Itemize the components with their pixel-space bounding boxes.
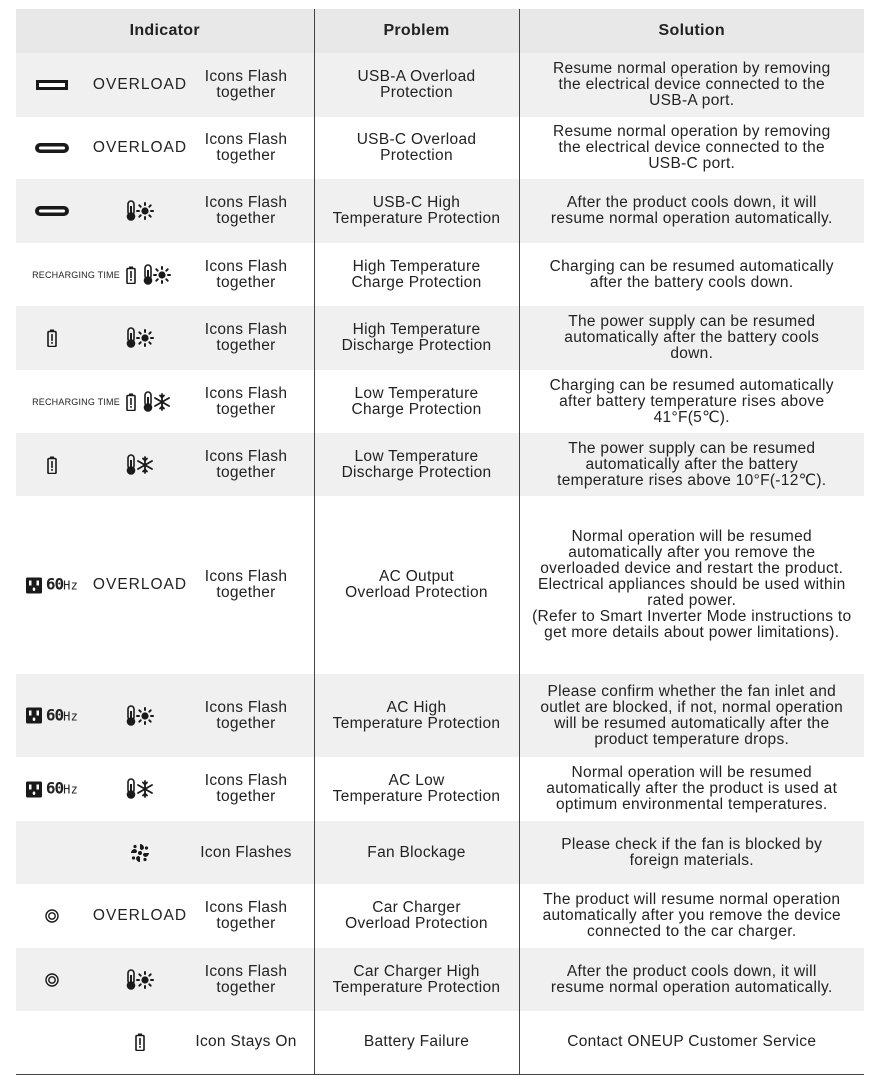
indicator-cell (16, 243, 314, 306)
problem-cell (314, 117, 519, 179)
problem-line: USB-C Overload (356, 131, 477, 148)
troubleshooting-table (16, 9, 864, 1075)
solution-cell (519, 117, 864, 179)
frequency-unit: Hz (63, 782, 79, 797)
solution-line: The product will resume normal operation (543, 891, 841, 908)
action-line: Icon Stays On (195, 1033, 297, 1051)
indicator-action (186, 700, 306, 732)
thermometer-sun-icon (142, 264, 172, 286)
problem-cell (314, 179, 519, 243)
problem-line: Temperature Protection (332, 210, 501, 227)
solution-line: overloaded device and restart the product. (540, 560, 844, 577)
action-line: Icons Flash (204, 772, 288, 789)
problem-line: AC Low (388, 772, 445, 789)
solution-cell (519, 757, 864, 821)
solution-cell (519, 884, 864, 948)
solution-line: Normal operation will be resumed (571, 528, 812, 545)
action-line: together (216, 584, 276, 601)
indicator-cell (16, 674, 314, 757)
indicator-cell (16, 433, 314, 496)
frequency-unit: Hz (63, 709, 79, 723)
solution-line: After the product cools down, it will (566, 194, 817, 211)
thermometer-sun-icon (125, 200, 155, 222)
problem-cell (314, 306, 519, 370)
frequency-readout (45, 574, 79, 594)
fan-icon (129, 842, 151, 864)
solution-cell (519, 821, 864, 884)
indicator-header: Indicator (16, 9, 314, 53)
solution-cell (519, 1011, 864, 1074)
problem-cell (314, 757, 519, 821)
table-row (16, 433, 864, 496)
solution-cell (519, 433, 864, 496)
indicator-action (186, 964, 306, 996)
table-row (16, 117, 864, 179)
solution-line: The power supply can be resumed (568, 313, 816, 330)
solution-line: Electrical appliances should be used within (537, 576, 846, 593)
action-line: Icon Flashes (200, 843, 292, 861)
solution-line: The power supply can be resumed (568, 439, 816, 457)
battery-icon (47, 329, 57, 347)
solution-line: automatically after the product is used at (546, 780, 838, 797)
solution-line: after the battery cools down. (590, 273, 794, 291)
frequency-value: 60 (45, 574, 64, 594)
battery-icon (126, 393, 136, 411)
action-line: Icons Flash (204, 384, 288, 402)
solution-line: resume normal operation automatically. (550, 210, 833, 227)
solution-cell (519, 243, 864, 306)
problem-line: Overload Protection (345, 584, 488, 601)
action-line: Icons Flash (204, 68, 288, 85)
action-line: together (216, 978, 276, 996)
problem-line: AC High (386, 698, 447, 716)
problem-cell (314, 674, 519, 757)
thermometer-sun-icon (125, 327, 155, 349)
problem-line: Car Charger (372, 899, 461, 916)
problem-line: Protection (380, 147, 453, 164)
solution-cell (519, 53, 864, 117)
solution-line: resume normal operation automatically. (550, 978, 833, 996)
solution-line: Charging can be resumed automatically (549, 376, 834, 394)
indicator-cell (16, 496, 314, 674)
action-line: together (216, 788, 276, 805)
solution-line: outlet are blocked, if not, normal operation (540, 698, 844, 716)
battery-icon (135, 1033, 145, 1051)
indicator-cell (16, 370, 314, 433)
overload-label: OVERLOAD (92, 576, 188, 593)
problem-line: AC Output (378, 568, 455, 585)
solution-cell (519, 674, 864, 757)
table-row (16, 821, 864, 884)
solution-line: the electrical device connected to the (558, 76, 825, 93)
solution-line: automatically after the battery cools (564, 329, 820, 346)
indicator-cell (16, 117, 314, 179)
solution-line: USB-C port. (648, 155, 736, 172)
action-line: together (216, 400, 276, 418)
frequency-value: 60 (45, 705, 64, 724)
solution-line: connected to the car charger. (587, 923, 797, 940)
problem-cell (314, 884, 519, 948)
problem-line: Temperature Protection (332, 788, 501, 805)
problem-line: Charge Protection (351, 400, 482, 418)
indicator-action (186, 132, 306, 164)
frequency-readout (46, 707, 78, 724)
solution-cell (519, 179, 864, 243)
usb-a-port-icon (35, 79, 69, 91)
problem-line: Discharge Protection (341, 463, 492, 481)
table-row (16, 948, 864, 1011)
action-line: together (216, 210, 276, 227)
action-line: together (216, 915, 276, 932)
action-line: Icons Flash (204, 131, 288, 148)
solution-header: Solution (519, 9, 864, 53)
action-line: Icons Flash (204, 568, 288, 585)
action-line: Icons Flash (204, 447, 288, 465)
problem-line: Battery Failure (363, 1033, 470, 1051)
solution-line: the electrical device connected to the (558, 139, 825, 156)
indicator-cell (16, 53, 314, 117)
indicator-cell (16, 821, 314, 884)
indicator-action (186, 773, 306, 805)
problem-cell (314, 53, 519, 117)
action-line: together (216, 273, 276, 291)
solution-line: Please check if the fan is blocked by (561, 835, 823, 853)
solution-line: 41°F(5℃). (653, 408, 730, 426)
solution-line: USB-A port. (649, 92, 735, 109)
action-line: Icons Flash (204, 698, 288, 716)
ac-outlet-icon (26, 708, 42, 724)
thermometer-sun-icon (125, 705, 155, 727)
recharging-time-label: RECHARGING TIME (32, 396, 120, 407)
table-row (16, 370, 864, 433)
solution-line: temperature rises above 10°F(-12℃). (557, 471, 827, 489)
solution-line: Please confirm whether the fan inlet and (547, 682, 837, 700)
indicator-cell (16, 757, 314, 821)
solution-line: automatically after you remove the device (542, 907, 841, 924)
problem-line: Charge Protection (351, 273, 482, 291)
indicator-action (186, 1034, 306, 1050)
problem-cell (314, 370, 519, 433)
solution-cell (519, 306, 864, 370)
action-line: Icons Flash (204, 321, 288, 338)
solution-cell (519, 948, 864, 1011)
problem-line: Low Temperature (354, 447, 479, 465)
problem-cell (314, 1011, 519, 1074)
problem-line: Car Charger High (353, 962, 480, 980)
action-line: together (216, 147, 276, 164)
overload-label: OVERLOAD (92, 907, 188, 924)
solution-line: automatically after the battery (585, 455, 799, 473)
problem-line: Low Temperature (354, 384, 479, 402)
problem-line: Protection (380, 84, 453, 101)
indicator-cell (16, 948, 314, 1011)
action-line: together (216, 463, 276, 481)
solution-line: optimum environmental temperatures. (555, 796, 828, 813)
action-line: Icons Flash (204, 962, 288, 980)
problem-line: Fan Blockage (367, 843, 466, 861)
solution-line: (Refer to Smart Inverter Mode instructions to (532, 608, 852, 625)
solution-line: Normal operation will be resumed (571, 764, 812, 781)
action-line: together (216, 84, 276, 101)
problem-line: Overload Protection (345, 915, 488, 932)
table-row (16, 179, 864, 243)
header-row (16, 9, 864, 53)
problem-cell (314, 243, 519, 306)
indicator-action (186, 195, 306, 227)
solution-line: Contact ONEUP Customer Service (567, 1033, 817, 1051)
problem-header: Problem (314, 9, 519, 53)
table-row (16, 674, 864, 757)
indicator-action (186, 569, 306, 601)
problem-line: High Temperature (352, 321, 481, 338)
indicator-action (186, 386, 306, 418)
frequency-unit: Hz (63, 578, 79, 593)
usb-c-port-icon (34, 205, 70, 217)
usb-c-port-icon (34, 142, 70, 154)
solution-line: rated power. (647, 592, 737, 609)
car-charger-icon (45, 909, 59, 923)
solution-line: foreign materials. (629, 851, 754, 869)
solution-line: product temperature drops. (594, 730, 790, 748)
problem-line: High Temperature (352, 257, 481, 275)
indicator-cell (16, 179, 314, 243)
table-row (16, 243, 864, 306)
table-row (16, 496, 864, 674)
solution-line: get more details about power limitations). (544, 624, 840, 641)
solution-line: After the product cools down, it will (566, 962, 817, 980)
problem-cell (314, 496, 519, 674)
action-line: Icons Flash (204, 899, 288, 916)
problem-cell (314, 821, 519, 884)
car-charger-icon (45, 973, 59, 987)
action-line: Icons Flash (204, 194, 288, 211)
indicator-cell (16, 884, 314, 948)
indicator-cell (16, 306, 314, 370)
ac-outlet-icon (26, 577, 42, 593)
action-line: together (216, 714, 276, 732)
thermometer-sun-icon (125, 969, 155, 991)
indicator-action (186, 259, 306, 291)
table-row (16, 53, 864, 117)
overload-label: OVERLOAD (92, 76, 188, 93)
indicator-action (186, 845, 306, 861)
problem-cell (314, 948, 519, 1011)
frequency-value: 60 (45, 778, 64, 798)
indicator-action (186, 449, 306, 481)
battery-icon (126, 266, 136, 284)
problem-line: USB-A Overload (357, 68, 476, 85)
solution-line: Resume normal operation by removing (552, 60, 831, 77)
table-row (16, 884, 864, 948)
solution-line: after battery temperature rises above (559, 392, 825, 410)
action-line: together (216, 337, 276, 354)
recharging-time-label: RECHARGING TIME (32, 269, 120, 280)
table-row (16, 757, 864, 821)
solution-line: Charging can be resumed automatically (549, 257, 834, 275)
thermometer-snowflake-icon (125, 454, 155, 476)
solution-line: Resume normal operation by removing (552, 123, 831, 140)
ac-outlet-icon (26, 781, 42, 797)
indicator-action (186, 69, 306, 101)
indicator-action (186, 322, 306, 354)
problem-line: Temperature Protection (332, 978, 501, 996)
solution-cell (519, 496, 864, 674)
solution-line: automatically after you remove the (568, 544, 816, 561)
solution-line: will be resumed automatically after the (554, 714, 830, 732)
problem-line: Discharge Protection (341, 337, 492, 354)
thermometer-snowflake-icon (142, 391, 172, 413)
problem-cell (314, 433, 519, 496)
indicator-action (186, 900, 306, 932)
solution-line: down. (670, 345, 714, 362)
action-line: Icons Flash (204, 257, 288, 275)
problem-line: Temperature Protection (332, 714, 501, 732)
overload-label: OVERLOAD (92, 139, 188, 156)
table-row (16, 1011, 864, 1074)
table-row (16, 306, 864, 370)
frequency-readout (45, 778, 79, 798)
thermometer-snowflake-icon (125, 778, 155, 800)
battery-icon (47, 456, 57, 474)
solution-cell (519, 370, 864, 433)
problem-line: USB-C High (372, 194, 461, 211)
indicator-cell (16, 1011, 314, 1074)
